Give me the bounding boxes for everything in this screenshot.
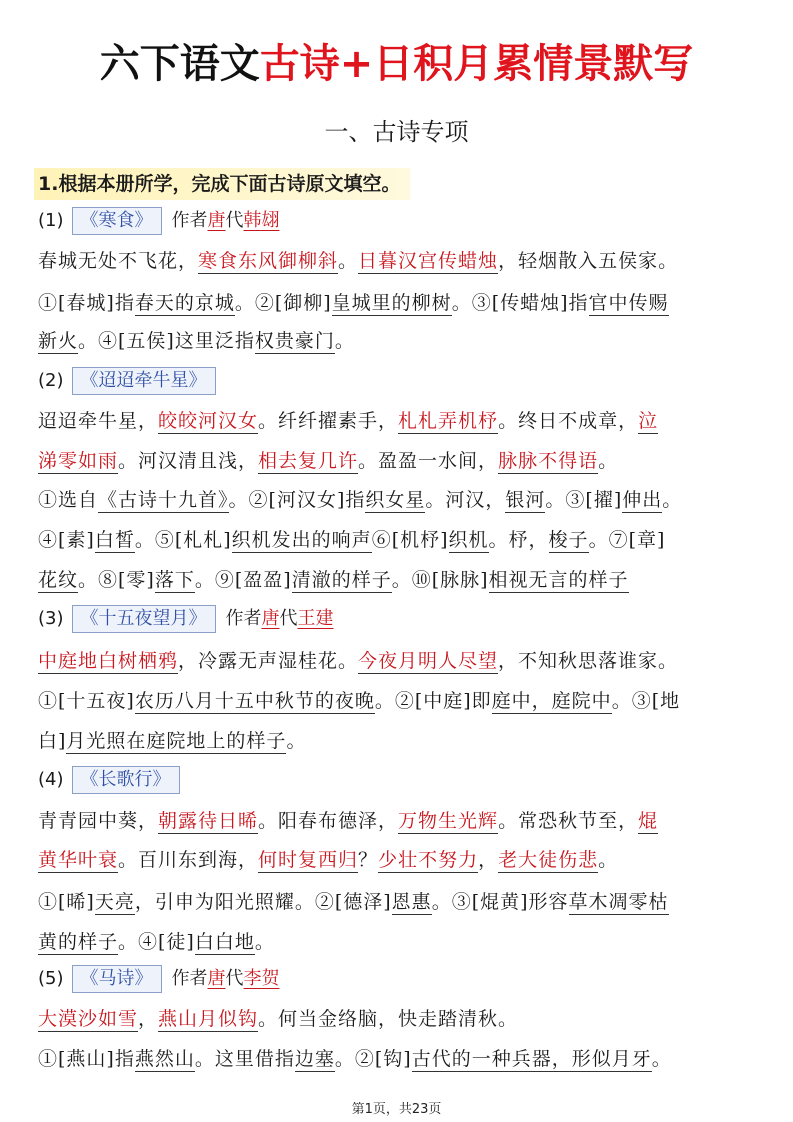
text-line [38, 326, 763, 356]
annotation-answer: 庭中，庭院中 [491, 690, 612, 712]
poem-header [38, 206, 763, 236]
annotation-answer: 相视无言的样子 [488, 569, 629, 591]
text-line [38, 406, 763, 436]
page-footer: 第1页，共23页 [351, 1102, 442, 1117]
answer-text: 札札弄机杼 [398, 410, 499, 432]
body-text: ⑥[机杼] [371, 529, 449, 551]
text-line [38, 887, 763, 917]
answer-text: 少壮不努力 [378, 849, 479, 871]
body-text: 。⑧[零] [78, 569, 155, 591]
body-text: 。 [254, 931, 275, 953]
annotation-answer: 农历八月十五中秋节的夜晚 [134, 690, 375, 712]
annotation-answer: 天亮 [94, 891, 135, 913]
page-title [0, 38, 793, 90]
body-text: 。③[传蜡烛]指 [451, 292, 589, 314]
body-text: 。③[地 [611, 690, 681, 712]
annotation-answer: 黄的样子 [38, 931, 119, 953]
body-text: 。⑩[脉脉] [391, 569, 489, 591]
annotation-answer: 古代的一种兵器，形似月牙 [411, 1048, 652, 1070]
annotation-answer: 草木凋零枯 [568, 891, 669, 913]
body-text: 。⑤[札札] [134, 529, 232, 551]
body-text: 。终日不成章， [498, 410, 639, 432]
poem-dynasty: 唐 [207, 968, 226, 989]
answer-text: 涕零如雨 [38, 450, 119, 472]
annotation-answer: 织机发出的响声 [231, 529, 372, 551]
body-text: 。⑦[章] [588, 529, 666, 551]
text-line [38, 1044, 763, 1074]
poem-title: 《寒食》 [72, 207, 162, 235]
body-text: 。②[御柳] [234, 292, 332, 314]
annotation-answer: 春天的京城 [134, 292, 235, 314]
poem-author: 王建 [297, 608, 334, 629]
body-text: 迢迢牵牛星， [38, 410, 159, 432]
poem-dynasty: 唐 [261, 608, 280, 629]
text-line [38, 845, 763, 875]
body-text: 。②[河汉女]指 [228, 489, 366, 511]
body-text: ①[晞] [38, 891, 95, 913]
annotation-answer: 银河 [505, 489, 546, 511]
poem-title: 《马诗》 [72, 965, 162, 993]
author-label: 作者 [171, 968, 208, 989]
annotation-answer: 落下 [154, 569, 195, 591]
annotation-answer: 燕然山 [134, 1048, 195, 1070]
section-heading: 一、古诗专项 [324, 118, 469, 146]
body-text: 。 [286, 730, 307, 752]
body-text: 。盈盈一水间， [358, 450, 499, 472]
body-text: 。 [334, 330, 355, 352]
body-text: 。③[焜黄]形容 [431, 891, 569, 913]
annotation-answer: 白皙 [94, 529, 135, 551]
text-line [38, 927, 763, 957]
annotation-answer: 恩惠 [391, 891, 432, 913]
body-text: 。百川东到海， [118, 849, 259, 871]
answer-text: 焜 [638, 810, 659, 832]
answer-text: 老大徒伤悲 [498, 849, 599, 871]
text-line [38, 288, 763, 318]
answer-text: 万物生光辉 [398, 810, 499, 832]
body-text: 。何当金络脑，快走踏清秋。 [258, 1008, 519, 1030]
answer-text: 黄华叶衰 [38, 849, 119, 871]
body-text: ，轻烟散入五侯家。 [498, 250, 679, 272]
author-label: 作者 [171, 210, 208, 231]
poem-title: 《十五夜望月》 [72, 605, 216, 633]
body-text: 。 [651, 1048, 672, 1070]
body-text: ， [478, 849, 499, 871]
annotation-answer: 梭子 [548, 529, 589, 551]
text-line [38, 646, 763, 676]
answer-text: 大漠沙如雪 [38, 1008, 139, 1030]
body-text: 。河汉， [425, 489, 506, 511]
annotation-answer: 织机 [448, 529, 489, 551]
text-line [38, 1004, 763, 1034]
poem-number: (1) [38, 210, 64, 231]
body-text: ，不知秋思落谁家。 [498, 650, 679, 672]
answer-text: 燕山月似钩 [158, 1008, 259, 1030]
annotation-answer: 白白地 [194, 931, 255, 953]
body-text: 。阳春布德泽， [258, 810, 399, 832]
poem-header [38, 765, 763, 795]
body-text: 。②[钩] [334, 1048, 412, 1070]
body-text: 。纤纤擢素手， [258, 410, 399, 432]
body-text: 。杼， [488, 529, 549, 551]
poem-author: 韩翃 [243, 210, 280, 231]
answer-text: 日暮汉宫传蜡烛 [358, 250, 499, 272]
body-text: 。③[擢] [545, 489, 623, 511]
body-text: ，引申为阳光照耀。②[德泽] [134, 891, 392, 913]
body-text: ①[春城]指 [38, 292, 135, 314]
poem-header [38, 366, 763, 396]
body-text: ①[燕山]指 [38, 1048, 135, 1070]
body-text: 。 [338, 250, 359, 272]
poem-number: (5) [38, 968, 64, 989]
answer-text: 脉脉不得语 [498, 450, 599, 472]
body-text: 白] [38, 730, 67, 752]
poem-header [38, 604, 763, 634]
annotation-answer: 月光照在庭院地上的样子 [66, 730, 287, 752]
answer-text: 泣 [638, 410, 659, 432]
title-part-black: 六下语文 [99, 41, 260, 87]
poem-number: (2) [38, 370, 64, 391]
text-line [38, 485, 763, 515]
annotation-answer: 清澈的样子 [291, 569, 392, 591]
annotation-answer: 新火 [38, 330, 79, 352]
answer-text: 何时复西归 [258, 849, 359, 871]
poem-number: (4) [38, 769, 64, 790]
body-text: 。这里借指 [194, 1048, 295, 1070]
annotation-answer: 伸出 [622, 489, 663, 511]
body-text: ①选自 [38, 489, 99, 511]
body-text: ，冷露无声湿桂花。 [178, 650, 359, 672]
poem-title: 《迢迢牵牛星》 [72, 367, 216, 395]
answer-text: 中庭地白树栖鸦 [38, 650, 179, 672]
dynasty-suffix: 代 [279, 608, 298, 629]
body-text: 春城无处不飞花， [38, 250, 199, 272]
text-line [38, 446, 763, 476]
body-text: 。常恐秋节至， [498, 810, 639, 832]
annotation-answer: 官中传赐 [588, 292, 669, 314]
poem-header [38, 964, 763, 994]
text-line [38, 726, 763, 756]
body-text: 。 [598, 849, 619, 871]
poem-title: 《长歌行》 [72, 766, 180, 794]
body-text: 。④[五侯]这里泛指 [78, 330, 255, 352]
body-text: 。④[徒] [118, 931, 195, 953]
body-text: ①[十五夜] [38, 690, 135, 712]
answer-text: 寒食东风御柳斜 [198, 250, 339, 272]
body-text: ？ [358, 849, 379, 871]
annotation-answer: 花纹 [38, 569, 79, 591]
text-line [38, 565, 763, 595]
poem-dynasty: 唐 [207, 210, 226, 231]
answer-text: 朝露待日晞 [158, 810, 259, 832]
body-text: 。河汉清且浅， [118, 450, 259, 472]
annotation-answer: 皇城里的柳树 [331, 292, 452, 314]
answer-text: 皎皎河汉女 [158, 410, 259, 432]
body-text: ， [138, 1008, 159, 1030]
annotation-answer: 权贵豪门 [254, 330, 335, 352]
text-line [38, 525, 763, 555]
body-text: 。 [598, 450, 619, 472]
annotation-answer: 边塞 [294, 1048, 335, 1070]
text-line [38, 806, 763, 836]
poem-author: 李贺 [243, 968, 280, 989]
body-text: 。②[中庭]即 [374, 690, 492, 712]
body-text: ④[素] [38, 529, 95, 551]
body-text: 。⑨[盈盈] [194, 569, 292, 591]
annotation-answer: 《古诗十九首》 [98, 489, 229, 511]
body-text: 。 [662, 489, 683, 511]
task-instruction: 1.根据本册所学，完成下面古诗原文填空。 [34, 168, 410, 200]
body-text: 青青园中葵， [38, 810, 159, 832]
annotation-answer: 织女星 [365, 489, 426, 511]
title-part-red: 古诗+日积月累情景默写 [259, 41, 694, 87]
answer-text: 今夜月明人尽望 [358, 650, 499, 672]
text-line [38, 686, 763, 716]
poem-number: (3) [38, 608, 64, 629]
author-label: 作者 [225, 608, 262, 629]
answer-text: 相去复几许 [258, 450, 359, 472]
text-line [38, 246, 763, 276]
dynasty-suffix: 代 [225, 968, 244, 989]
dynasty-suffix: 代 [225, 210, 244, 231]
